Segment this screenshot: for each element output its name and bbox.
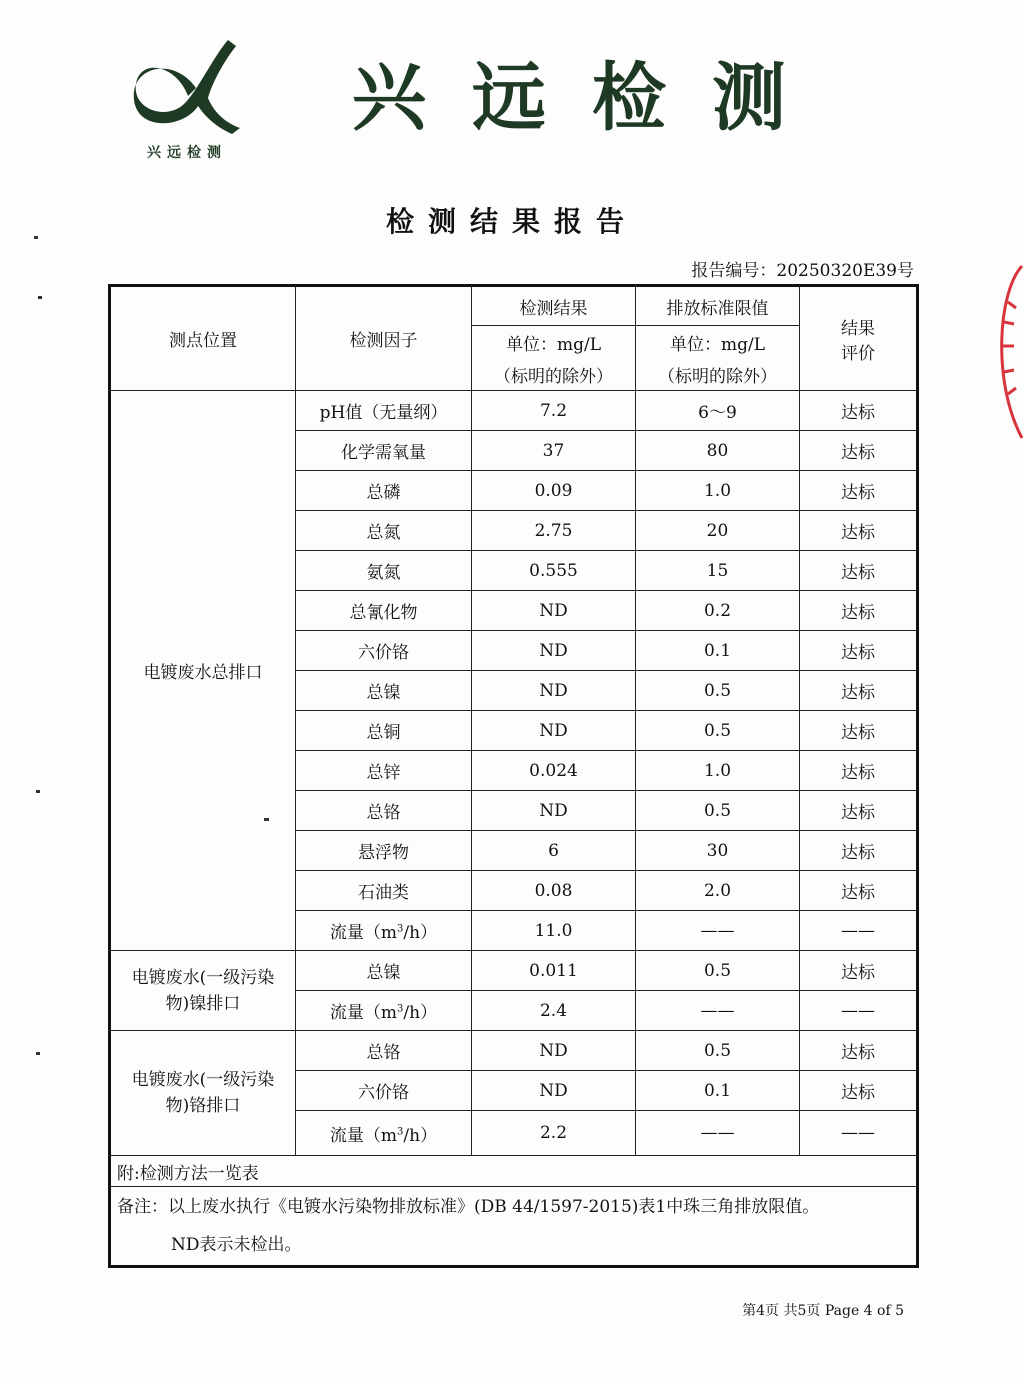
result-cell: 2.75: [472, 511, 636, 551]
limit-cell: 0.5: [636, 791, 800, 831]
factor-cell: 总铜: [296, 711, 472, 751]
evaluation-cell: 达标: [800, 471, 918, 511]
evaluation-cell: 达标: [800, 951, 918, 991]
evaluation-cell: 达标: [800, 1071, 918, 1111]
limit-cell: 15: [636, 551, 800, 591]
header-factor: 检测因子: [296, 286, 472, 391]
result-cell: ND: [472, 671, 636, 711]
header-evaluation: [800, 286, 918, 391]
flow-label: 流量（m: [329, 1125, 398, 1146]
factor-cell: 悬浮物: [296, 831, 472, 871]
results-table: [108, 284, 919, 1268]
limit-cell: 0.5: [636, 1031, 800, 1071]
page-footer: 第4页 共5页 Page 4 of 5: [742, 1303, 904, 1319]
flow-label-unit: /h）: [403, 1125, 438, 1146]
limit-cell: 80: [636, 431, 800, 471]
scan-speck: [38, 296, 42, 299]
factor-cell: 化学需氧量: [296, 431, 472, 471]
flow-label-unit: /h）: [403, 1003, 438, 1023]
result-cell: 7.2: [472, 391, 636, 431]
appendix-row: [110, 1156, 918, 1187]
result-cell: ND: [472, 791, 636, 831]
location-line: 电镀废水(一级污染: [131, 967, 275, 988]
header-limit-note: （标明的除外）: [636, 358, 800, 391]
factor-cell: 氨氮: [296, 551, 472, 591]
factor-cell: 总铬: [296, 1031, 472, 1071]
result-cell: 0.011: [472, 951, 636, 991]
evaluation-cell: 达标: [800, 391, 918, 431]
scan-speck: [36, 1052, 40, 1055]
table-row: [110, 951, 918, 991]
result-cell: 0.09: [472, 471, 636, 511]
limit-cell: 0.5: [636, 951, 800, 991]
evaluation-cell: ——: [800, 911, 918, 951]
evaluation-cell: 达标: [800, 511, 918, 551]
header-evaluation-line2: 评价: [841, 343, 875, 364]
evaluation-cell: 达标: [800, 791, 918, 831]
limit-cell: 0.5: [636, 711, 800, 751]
result-cell: 2.2: [472, 1111, 636, 1156]
table-row: [110, 391, 918, 431]
limit-cell: 6～9: [636, 391, 800, 431]
limit-cell: ——: [636, 911, 800, 951]
company-name: 兴远检测: [352, 55, 832, 141]
evaluation-cell: 达标: [800, 591, 918, 631]
logo-caption: 兴远检测: [147, 145, 227, 161]
scan-speck: [36, 790, 40, 793]
location-cell: 电镀废水总排口: [110, 391, 296, 951]
factor-cell: 总氮: [296, 511, 472, 551]
limit-cell: 0.2: [636, 591, 800, 631]
evaluation-cell: 达标: [800, 871, 918, 911]
partial-seal-stamp: [978, 262, 1024, 442]
factor-cell: 总镍: [296, 671, 472, 711]
evaluation-cell: 达标: [800, 711, 918, 751]
evaluation-cell: ——: [800, 1111, 918, 1156]
result-cell: 0.555: [472, 551, 636, 591]
page-title: 检测结果报告: [385, 205, 638, 238]
limit-cell: 2.0: [636, 871, 800, 911]
factor-cell: 总镍: [296, 951, 472, 991]
evaluation-cell: 达标: [800, 831, 918, 871]
limit-cell: 0.1: [636, 631, 800, 671]
result-cell: 0.024: [472, 751, 636, 791]
factor-cell: [296, 991, 472, 1031]
location-cell: [110, 1031, 296, 1156]
location-line: 物)铬排口: [165, 1096, 241, 1116]
factor-cell: 总锌: [296, 751, 472, 791]
flow-label-superscript: 3: [397, 1125, 404, 1137]
limit-cell: ——: [636, 1111, 800, 1156]
header-result: 检测结果: [472, 286, 636, 326]
header-location: 测点位置: [110, 286, 296, 391]
result-cell: 6: [472, 831, 636, 871]
location-line: 电镀废水(一级污染: [131, 1070, 275, 1090]
factor-cell: 总磷: [296, 471, 472, 511]
factor-cell: 总铬: [296, 791, 472, 831]
header-result-note: （标明的除外）: [472, 358, 636, 391]
appendix-text: 附:检测方法一览表: [110, 1156, 918, 1187]
company-logo: [128, 36, 248, 166]
result-cell: ND: [472, 1031, 636, 1071]
flow-label-superscript: 3: [397, 923, 404, 935]
remarks-cell: [110, 1187, 918, 1267]
result-cell: 37: [472, 431, 636, 471]
remark-line: 备注：以上废水执行《电镀水污染物排放标准》(DB 44/1597-2015)表1中珠三角排放限值。: [117, 1197, 820, 1217]
header-limit: 排放标准限值: [636, 286, 800, 326]
result-cell: ND: [472, 631, 636, 671]
stylized-alpha-logo-icon: [128, 36, 248, 140]
factor-cell: [296, 1111, 472, 1156]
flow-label-unit: /h）: [403, 923, 438, 943]
location-line: 物)镍排口: [165, 993, 241, 1014]
limit-cell: ——: [636, 991, 800, 1031]
limit-cell: 20: [636, 511, 800, 551]
table-row: [110, 1031, 918, 1071]
header-result-unit: 单位：mg/L: [472, 326, 636, 359]
scan-speck: [34, 236, 38, 239]
factor-cell: 石油类: [296, 871, 472, 911]
evaluation-cell: 达标: [800, 431, 918, 471]
factor-cell: 总氰化物: [296, 591, 472, 631]
flow-label-superscript: 3: [397, 1003, 404, 1015]
location-cell: [110, 951, 296, 1031]
evaluation-cell: 达标: [800, 631, 918, 671]
factor-cell: 六价铬: [296, 631, 472, 671]
limit-cell: 30: [636, 831, 800, 871]
header-limit-unit: 单位：mg/L: [636, 326, 800, 359]
result-cell: ND: [472, 591, 636, 631]
result-cell: 0.08: [472, 871, 636, 911]
evaluation-cell: 达标: [800, 1031, 918, 1071]
report-number: [691, 256, 914, 281]
report-number-label: 报告编号：: [691, 261, 777, 281]
evaluation-cell: 达标: [800, 671, 918, 711]
remark-line: ND表示未检出。: [171, 1235, 302, 1255]
factor-cell: pH值（无量纲）: [296, 391, 472, 431]
limit-cell: 0.5: [636, 671, 800, 711]
factor-cell: [296, 911, 472, 951]
remarks-row: [110, 1187, 918, 1267]
limit-cell: 0.1: [636, 1071, 800, 1111]
result-cell: 2.4: [472, 991, 636, 1031]
factor-cell: 六价铬: [296, 1071, 472, 1111]
flow-label: 流量（m: [329, 923, 398, 943]
result-cell: ND: [472, 1071, 636, 1111]
header-evaluation-line1: 结果: [841, 318, 875, 339]
result-cell: 11.0: [472, 911, 636, 951]
limit-cell: 1.0: [636, 751, 800, 791]
evaluation-cell: 达标: [800, 551, 918, 591]
evaluation-cell: ——: [800, 991, 918, 1031]
evaluation-cell: 达标: [800, 751, 918, 791]
flow-label: 流量（m: [329, 1003, 398, 1023]
report-number-value: 20250320E39号: [776, 261, 914, 281]
result-cell: ND: [472, 711, 636, 751]
limit-cell: 1.0: [636, 471, 800, 511]
